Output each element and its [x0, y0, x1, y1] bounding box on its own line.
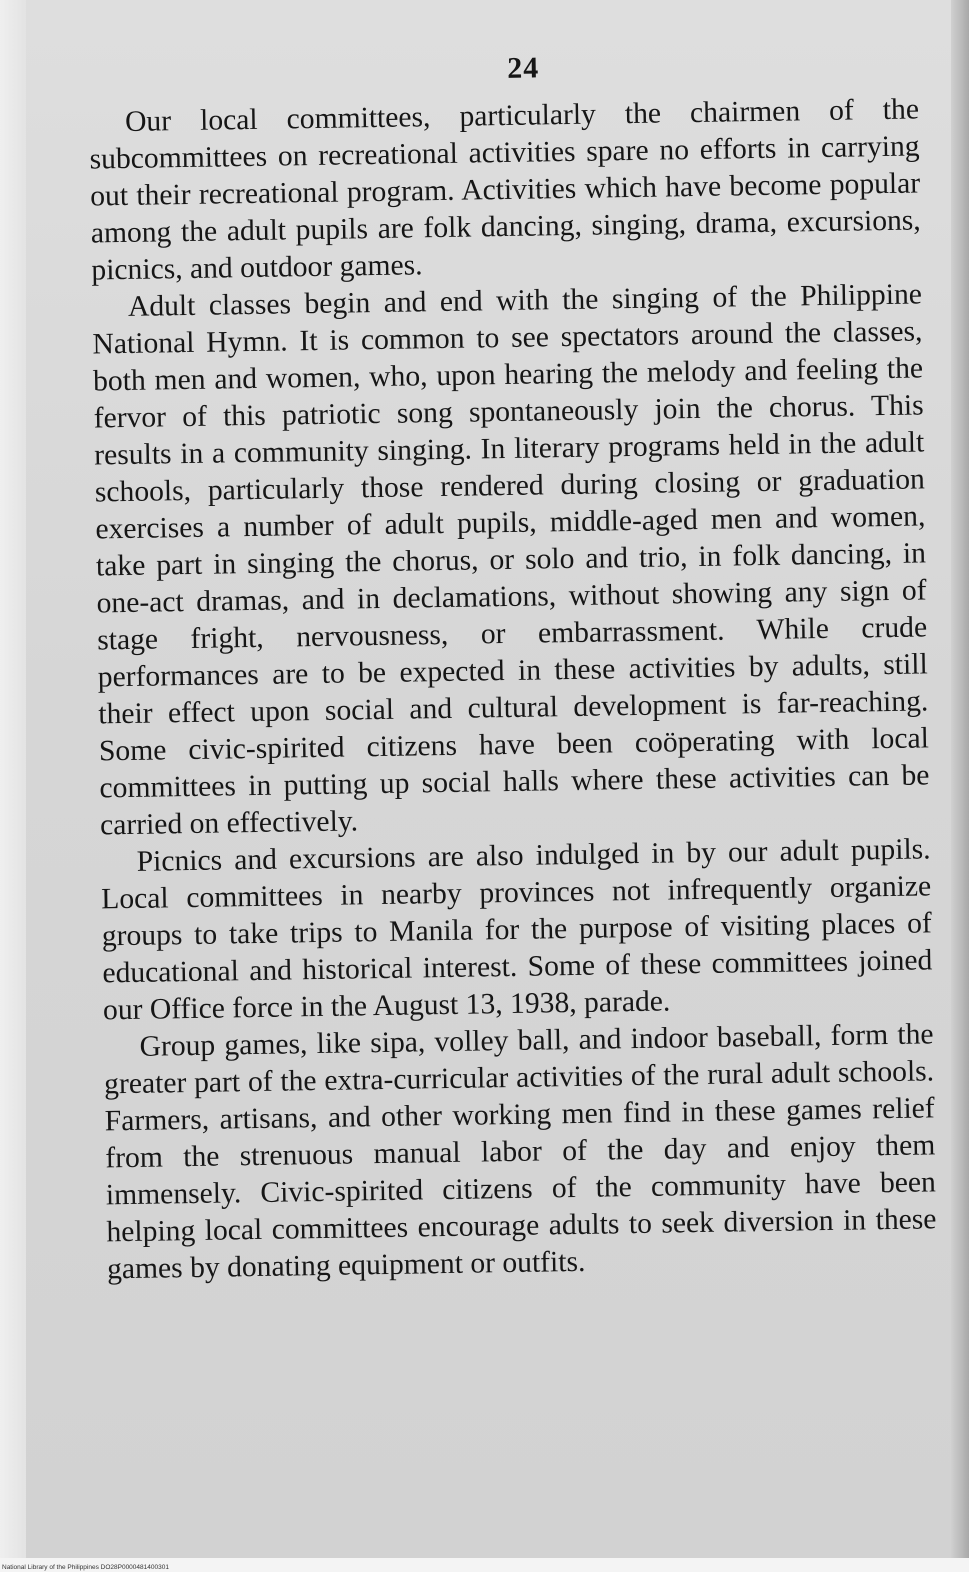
- paragraph-group-games: Group games, like sipa, volley ball, and indoor baseball, form the greater part of the extra-curricular activities of the rural adult schools. Farmers, artisans, and other working men find in these games relief from the strenuous manual labor of the day and enjoy them immensely. Civic-spirited citizens of the community have been helping local committees encourage adults to seek diversion in these games by donating equipment or outfits.: [103, 1018, 937, 1286]
- document-page: [88, 45, 941, 1498]
- library-footer-text: National Library of the Philippines DO28P0000481400301: [2, 1564, 169, 1571]
- page-number: 24: [506, 51, 540, 85]
- paragraph-national-hymn: Adult classes begin and end with the singing of the Philippine National Hymn. It is common to see spectators around the classes, both men and women, who, upon hearing the melody and feeling the fervor of this patriotic song spontaneously join the chorus. This results in a community singing. In literary programs held in the adult schools, particularly those rendered during closing or graduation exercises a number of adult pupils, middle-aged men and women, take part in singing the chorus, or solo and trio, in folk dancing, in one-act dramas, and in declamations, without showing any sign of stage fright, nervousness, or embarrassment. While crude performances are to be expected in these activities by adults, still their effect upon social and cultural development is far-reaching. Some civic-spirited citizens have been coöperating with local committees in putting up social halls where these activities can be carried on effectively.: [92, 278, 930, 842]
- page-left-margin: [0, 0, 26, 1572]
- page-binding-edge: [951, 0, 969, 1572]
- paragraph-recreational-program: Our local committees, particularly the chairmen of the subcommittees on recreational activities spare no efforts in carrying out their recreational program. Activities which have become popular among the adult pupils are folk dancing, singing, drama, excursions, picnics, and outdoor games.: [89, 93, 921, 287]
- paragraph-picnics-excursions: Picnics and excursions are also indulged in by our adult pupils. Local committees in nearby provinces not infrequently organize groups to take trips to Manila for the purpose of visiting places of educational and historical interest. Some of these committees joined our Office force in the August 13, 1938, parade.: [101, 833, 933, 1027]
